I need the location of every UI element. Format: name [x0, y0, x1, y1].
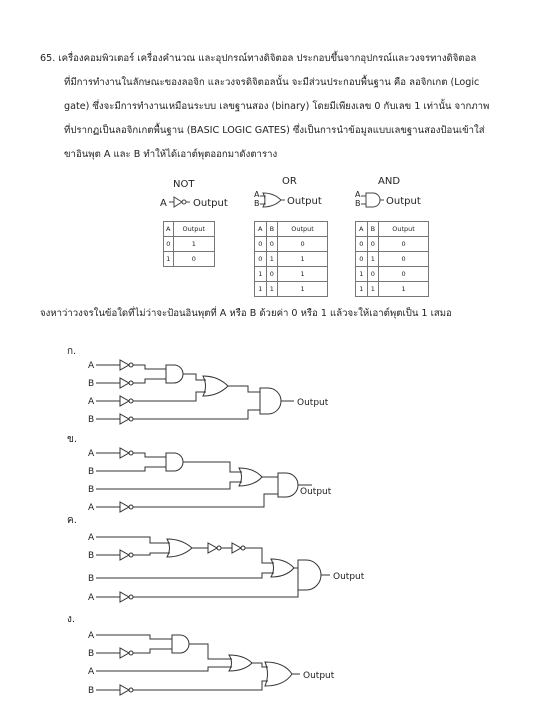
and-gate-symbol — [355, 190, 421, 208]
input-label: B — [88, 649, 95, 659]
or-gate-title: OR — [282, 176, 297, 187]
question-line: ที่ปรากฏเป็นลอจิกเกตพื้นฐาน (BASIC LOGIC GATES) ซึ่งเป็นการนำข้อมูลแบบเลขฐานสองป้อนเข้าใส่ — [64, 125, 485, 136]
or-gate-symbol — [254, 190, 322, 208]
table-cell: 1 — [278, 252, 328, 267]
table-cell: 1 — [379, 282, 429, 297]
table-header: B — [367, 222, 379, 237]
question-line: ที่มีการทำงานในลักษณะของลอจิก และวงจรดิจิตอลนั้น จะมีส่วนประกอบพื้นฐาน คือ ลอจิกเกต (Logic — [64, 77, 480, 88]
choice-label: ข. — [67, 434, 78, 445]
table-cell: 1 — [266, 282, 278, 297]
input-label: B — [88, 574, 95, 584]
table-cell: 1 — [278, 282, 328, 297]
question-text — [40, 47, 540, 167]
input-label: A — [88, 449, 95, 459]
input-label: A — [88, 361, 95, 371]
table-cell: 1 — [255, 267, 267, 282]
table-cell: 0 — [278, 237, 328, 252]
table-cell: 0 — [367, 267, 379, 282]
not-gate-input-label: A — [160, 198, 167, 209]
input-label: B — [88, 485, 95, 495]
or-truth-table — [254, 221, 328, 297]
table-cell: 0 — [266, 237, 278, 252]
table-header: A — [164, 222, 174, 237]
circuit-choice-b — [0, 432, 558, 517]
question-line: gate) ซึ่งจะมีการทำงานเหมือนระบบ เลขฐานสอง (binary) โดยมีเพียงเลข 0 กับเลข 1 เท่านั้น จากภาพ — [64, 101, 490, 112]
circuit-choice-c — [0, 513, 558, 603]
input-label: B — [88, 551, 95, 561]
table-cell: 1 — [356, 267, 368, 282]
input-label: A — [88, 397, 95, 407]
circuit-choice-d — [0, 612, 558, 707]
input-label: A — [88, 503, 95, 513]
table-cell: 0 — [356, 237, 368, 252]
and-truth-table — [355, 221, 429, 297]
input-label: B — [88, 467, 95, 477]
not-gate-symbol — [160, 197, 228, 209]
question-line: 65. เครื่องคอมพิวเตอร์ เครื่องคำนวณ และอุปกรณ์ทางดิจิตอล ประกอบขึ้นจากอุปกรณ์และวงจรทางดิจิตอล — [40, 53, 477, 64]
input-label: B — [88, 686, 95, 696]
output-label: Output — [303, 671, 335, 681]
not-gate-output-label: Output — [193, 198, 228, 209]
table-cell: 1 — [367, 282, 379, 297]
basic-gate-symbols — [150, 186, 450, 216]
table-cell: 1 — [164, 252, 174, 267]
table-cell: 0 — [379, 267, 429, 282]
and-gate-input-a-label: A — [355, 190, 361, 199]
table-cell: 0 — [255, 252, 267, 267]
table-header: Output — [278, 222, 328, 237]
table-header: Output — [173, 222, 214, 237]
table-cell: 1 — [278, 267, 328, 282]
table-cell: 0 — [266, 267, 278, 282]
not-gate-title: NOT — [173, 179, 195, 190]
question-prompt: จงหาว่าวงจรในข้อใดที่ไม่ว่าจะป้อนอินพุตที่ A หรือ B ด้วยค่า 0 หรือ 1 แล้วจะให้เอาต์พุตเป็น 1 เสมอ — [40, 308, 452, 319]
choice-label: ง. — [67, 614, 76, 625]
table-cell: 1 — [356, 282, 368, 297]
or-gate-input-b-label: B — [254, 199, 260, 208]
not-truth-table — [163, 221, 215, 267]
table-cell: 1 — [266, 252, 278, 267]
output-label: Output — [297, 398, 329, 408]
input-label: B — [88, 379, 95, 389]
output-label: Output — [333, 572, 365, 582]
question-line: ขาอินพุต A และ B ทำให้ได้เอาต์พุตออกมาดังตาราง — [64, 149, 278, 160]
table-cell: 0 — [379, 237, 429, 252]
input-label: A — [88, 533, 95, 543]
table-header: A — [356, 222, 368, 237]
table-cell: 1 — [255, 282, 267, 297]
input-label: A — [88, 593, 95, 603]
table-cell: 0 — [356, 252, 368, 267]
or-gate-output-label: Output — [287, 196, 322, 207]
output-label: Output — [300, 487, 332, 497]
table-cell: 0 — [379, 252, 429, 267]
table-cell: 1 — [367, 252, 379, 267]
choice-label: ค. — [67, 515, 77, 526]
table-cell: 0 — [255, 237, 267, 252]
and-gate-output-label: Output — [386, 196, 421, 207]
table-header: Output — [379, 222, 429, 237]
and-gate-input-b-label: B — [355, 199, 361, 208]
and-gate-title: AND — [378, 176, 401, 187]
table-cell: 0 — [367, 237, 379, 252]
table-cell: 0 — [173, 252, 214, 267]
table-cell: 0 — [164, 237, 174, 252]
table-header: A — [255, 222, 267, 237]
input-label: B — [88, 415, 95, 425]
circuit-choice-a — [0, 344, 558, 434]
input-label: A — [88, 631, 95, 641]
table-cell: 1 — [173, 237, 214, 252]
or-gate-input-a-label: A — [254, 190, 260, 199]
choice-label: ก. — [67, 346, 77, 357]
table-header: B — [266, 222, 278, 237]
input-label: A — [88, 667, 95, 677]
